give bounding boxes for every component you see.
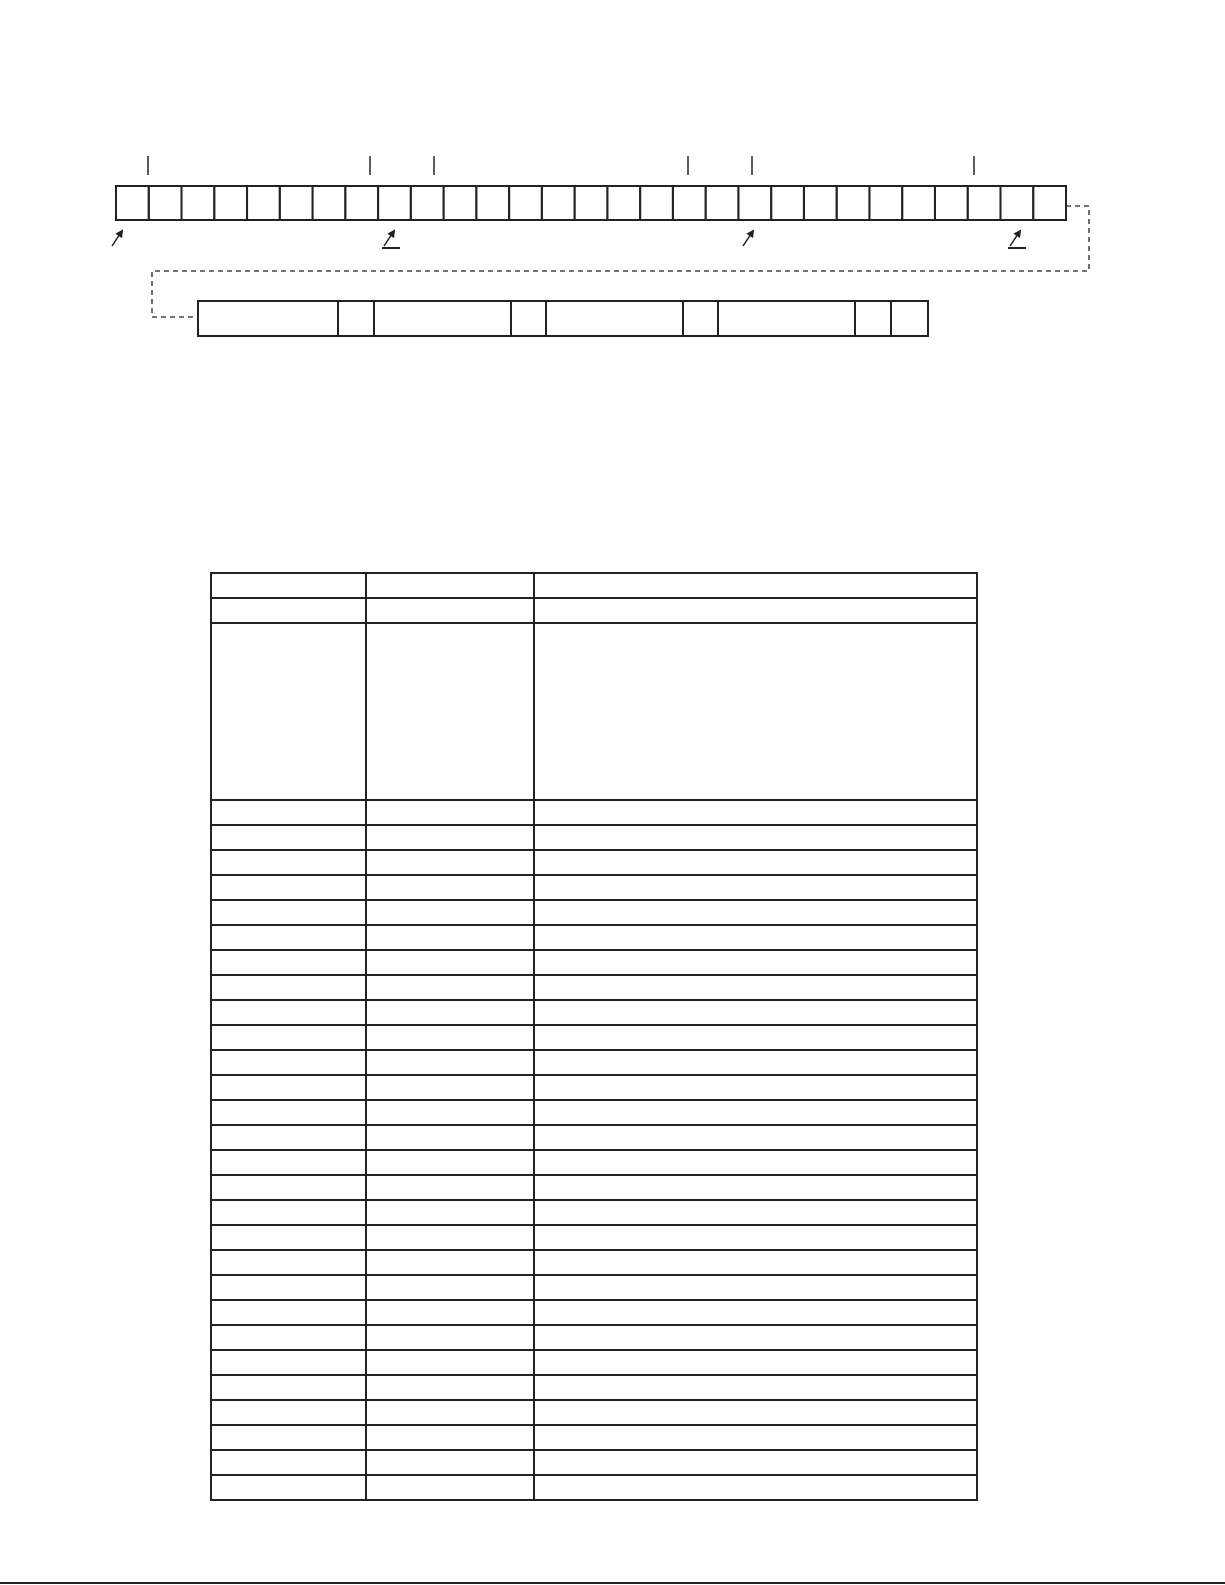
- table-cell: [211, 900, 366, 925]
- register-cell: [247, 186, 280, 220]
- table-cell: [366, 1275, 534, 1300]
- pointer-arrow: [743, 231, 753, 246]
- table-cell: [534, 1475, 977, 1500]
- table-row: [211, 1075, 977, 1100]
- table-cell: [366, 825, 534, 850]
- table-cell: [211, 1200, 366, 1225]
- table-cell: [534, 1200, 977, 1225]
- table-cell: [211, 1125, 366, 1150]
- table-cell: [366, 975, 534, 1000]
- register-field-wide: [198, 301, 338, 336]
- table-cell: [534, 1050, 977, 1075]
- register-cell: [378, 186, 411, 220]
- table-cell: [366, 1250, 534, 1275]
- table-cell: [211, 1375, 366, 1400]
- table-cell: [366, 1075, 534, 1100]
- register-cell: [968, 186, 1001, 220]
- table-cell: [211, 975, 366, 1000]
- register-diagram: [0, 0, 1225, 360]
- register-cell: [509, 186, 542, 220]
- table-cell: [534, 1225, 977, 1250]
- table-cell: [534, 1125, 977, 1150]
- table-cell: [534, 573, 977, 598]
- table-cell: [534, 598, 977, 623]
- table-cell: [366, 800, 534, 825]
- table-cell: [534, 1325, 977, 1350]
- register-cell: [575, 186, 608, 220]
- register-cell: [542, 186, 575, 220]
- register-field-narrow: [891, 301, 928, 336]
- table-row: [211, 1250, 977, 1275]
- table-cell: [366, 875, 534, 900]
- table-cell: [534, 1400, 977, 1425]
- table-cell: [211, 1400, 366, 1425]
- table-cell: [534, 1075, 977, 1100]
- table-cell: [211, 1250, 366, 1275]
- register-cell: [673, 186, 706, 220]
- table-cell: [534, 1275, 977, 1300]
- register-cell: [738, 186, 771, 220]
- table-cell: [366, 623, 534, 800]
- table-cell: [211, 573, 366, 598]
- table-row: [211, 1025, 977, 1050]
- pointer-arrows: [112, 231, 1026, 248]
- table-cell: [534, 1450, 977, 1475]
- table-cell: [366, 598, 534, 623]
- table-row: [211, 1200, 977, 1225]
- table-row: [211, 875, 977, 900]
- table-row: [211, 1175, 977, 1200]
- table-row: [211, 1400, 977, 1425]
- register-cell: [935, 186, 968, 220]
- table-cell: [211, 1175, 366, 1200]
- table-cell: [366, 573, 534, 598]
- register-cell: [837, 186, 870, 220]
- table-cell: [366, 1425, 534, 1450]
- table-cell: [211, 1475, 366, 1500]
- table-cell: [534, 623, 977, 800]
- table-cell: [366, 1200, 534, 1225]
- table-cell: [211, 1325, 366, 1350]
- register-cell: [706, 186, 739, 220]
- page-bottom-rule: [0, 1582, 1225, 1584]
- top-register: [116, 186, 1066, 220]
- table-cell: [366, 1475, 534, 1500]
- table-row: [211, 850, 977, 875]
- table-cell: [534, 900, 977, 925]
- register-cell: [280, 186, 313, 220]
- table-cell: [534, 950, 977, 975]
- register-field-wide: [546, 301, 683, 336]
- register-cell: [1000, 186, 1033, 220]
- register-cell: [214, 186, 247, 220]
- table-cell: [211, 950, 366, 975]
- table-cell: [366, 1325, 534, 1350]
- table-cell: [366, 950, 534, 975]
- table-row: [211, 598, 977, 623]
- table-cell: [534, 825, 977, 850]
- table-cell: [534, 1150, 977, 1175]
- table-row: [211, 573, 977, 598]
- table-cell: [534, 1175, 977, 1200]
- table-cell: [211, 1225, 366, 1250]
- table-row: [211, 1375, 977, 1400]
- register-cell: [640, 186, 673, 220]
- table-cell: [534, 1350, 977, 1375]
- table-cell: [534, 850, 977, 875]
- table-row: [211, 1225, 977, 1250]
- table-cell: [534, 975, 977, 1000]
- table-row: [211, 1000, 977, 1025]
- register-field-narrow: [511, 301, 546, 336]
- pointer-arrow: [384, 231, 394, 246]
- table-row: [211, 1150, 977, 1175]
- register-cell: [149, 186, 182, 220]
- table-cell: [211, 1300, 366, 1325]
- table-cell: [366, 1375, 534, 1400]
- table-cell: [366, 1150, 534, 1175]
- table-cell: [534, 875, 977, 900]
- table-cell: [211, 1050, 366, 1075]
- table-cell: [211, 1275, 366, 1300]
- table-row: [211, 1325, 977, 1350]
- table-cell: [366, 1000, 534, 1025]
- table-cell: [534, 1300, 977, 1325]
- table-cell: [211, 875, 366, 900]
- register-cell: [771, 186, 804, 220]
- table-cell: [211, 623, 366, 800]
- table-cell: [366, 1125, 534, 1150]
- table-cell: [211, 1100, 366, 1125]
- table-cell: [534, 925, 977, 950]
- table-cell: [534, 800, 977, 825]
- register-cell: [476, 186, 509, 220]
- register-field-narrow: [855, 301, 891, 336]
- table-cell: [366, 1400, 534, 1425]
- table-row: [211, 1450, 977, 1475]
- register-cell: [182, 186, 215, 220]
- table-row: [211, 825, 977, 850]
- table-cell: [211, 1075, 366, 1100]
- table-row: [211, 1100, 977, 1125]
- table-cell: [366, 900, 534, 925]
- table-row: [211, 950, 977, 975]
- pointer-arrow: [1010, 231, 1020, 246]
- table-cell: [534, 1000, 977, 1025]
- table-cell: [211, 800, 366, 825]
- table-cell: [366, 1300, 534, 1325]
- register-cell: [607, 186, 640, 220]
- table-cell: [211, 825, 366, 850]
- table-cell: [211, 925, 366, 950]
- table-row: [211, 1125, 977, 1150]
- register-cell: [869, 186, 902, 220]
- table-cell: [211, 1450, 366, 1475]
- table-row: [211, 1050, 977, 1075]
- table-cell: [366, 1225, 534, 1250]
- specification-table: [210, 572, 978, 1501]
- table-row: [211, 1425, 977, 1450]
- register-field-narrow: [683, 301, 718, 336]
- field-boundary-ticks: [148, 156, 974, 175]
- register-cell: [116, 186, 149, 220]
- table-cell: [366, 850, 534, 875]
- table-cell: [211, 598, 366, 623]
- table-cell: [366, 1100, 534, 1125]
- table-cell: [366, 1350, 534, 1375]
- pointer-arrow: [112, 231, 122, 246]
- table-cell: [366, 1025, 534, 1050]
- table-cell: [211, 850, 366, 875]
- table-row: [211, 925, 977, 950]
- table-cell: [211, 1425, 366, 1450]
- table-row: [211, 1475, 977, 1500]
- table-cell: [534, 1025, 977, 1050]
- table-row: [211, 900, 977, 925]
- table-row: [211, 975, 977, 1000]
- register-cell: [902, 186, 935, 220]
- table-cell: [366, 1450, 534, 1475]
- table-cell: [211, 1350, 366, 1375]
- register-cell: [444, 186, 477, 220]
- table-row: [211, 1350, 977, 1375]
- table-row: [211, 1300, 977, 1325]
- table-cell: [211, 1000, 366, 1025]
- table-row: [211, 1275, 977, 1300]
- table-cell: [211, 1150, 366, 1175]
- register-cell: [313, 186, 346, 220]
- table-cell: [534, 1250, 977, 1275]
- table-cell: [366, 925, 534, 950]
- table-cell: [211, 1025, 366, 1050]
- table-cell: [366, 1050, 534, 1075]
- register-cell: [1033, 186, 1066, 220]
- register-cell: [804, 186, 837, 220]
- table-cell: [366, 1175, 534, 1200]
- table-cell: [534, 1100, 977, 1125]
- register-field-wide: [374, 301, 511, 336]
- register-field-narrow: [338, 301, 374, 336]
- table-cell: [534, 1425, 977, 1450]
- bottom-register: [198, 301, 928, 336]
- register-cell: [411, 186, 444, 220]
- table-row: [211, 623, 977, 800]
- table-row: [211, 800, 977, 825]
- register-field-wide: [718, 301, 855, 336]
- table-cell: [534, 1375, 977, 1400]
- register-cell: [345, 186, 378, 220]
